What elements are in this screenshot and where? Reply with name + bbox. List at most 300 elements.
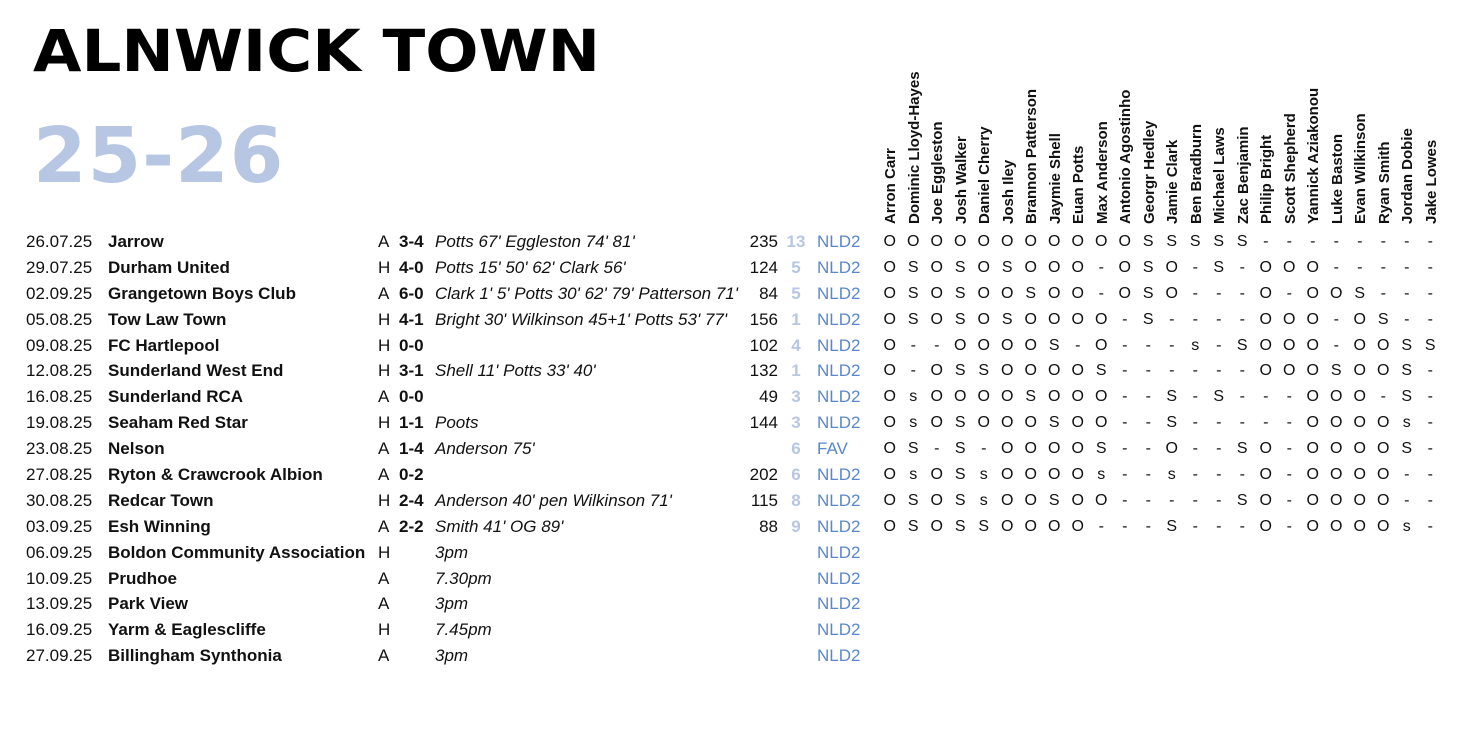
scorers: 7.30pm [435,568,492,588]
appearance-mark: - [1427,466,1433,484]
appearance-mark: - [1192,414,1198,432]
appearance-mark: - [1404,491,1410,509]
appearance-mark: S [1401,388,1413,406]
appearance-mark: - [1239,258,1245,276]
appearance-mark: O [1024,310,1037,328]
appearance-mark: O [930,466,943,484]
appearance-mark: O [1095,233,1108,250]
appearance-mark: O [1259,258,1272,276]
appearance-mark: S [907,491,919,509]
appearance-mark: O [1377,491,1390,509]
appearance-mark: S [1025,284,1037,302]
appearance-mark: - [1145,491,1151,509]
opponent-name: Sunderland West End [108,361,284,381]
competition: NLD2 [817,594,861,614]
appearance-mark: O [1024,491,1037,509]
appearance-mark: - [1122,310,1128,328]
player-column-header [1090,24,1114,224]
appearance-mark: S [1213,233,1225,250]
appearance-mark: - [1145,517,1151,535]
attendance: 84 [759,283,778,303]
appearance-mark: O [1353,440,1366,458]
player-name: Evan Wilkinson [1352,113,1369,224]
appearance-mark: O [1024,258,1037,276]
appearance-mark: S [954,466,966,484]
appearance-mark: O [977,310,990,328]
appearance-mark: O [1024,362,1037,380]
appearance-mark: - [1216,517,1222,535]
appearance-mark: - [1404,258,1410,276]
competition: NLD2 [817,387,861,407]
appearance-mark: - [934,440,940,458]
appearance-mark: S [1166,233,1178,250]
appearance-mark: s [1402,414,1411,432]
competition: NLD2 [817,620,861,640]
appearance-mark: s [979,491,988,509]
competition: NLD2 [817,309,861,329]
appearance-mark: S [954,440,966,458]
appearance-mark: O [1306,310,1319,328]
appearance-mark: - [1239,414,1245,432]
competition: NLD2 [817,283,861,303]
appearance-mark: O [1377,336,1390,354]
appearance-mark: S [1048,414,1060,432]
competition: NLD2 [817,232,861,251]
appearance-mark: - [1098,258,1104,276]
player-name: Scott Shepherd [1281,113,1299,224]
appearance-mark: - [1192,388,1198,406]
venue: H [378,413,391,433]
player-name: Joe Eggleston [929,121,946,224]
appearance-mark: - [1310,233,1316,250]
appearance-mark: - [1122,414,1128,432]
appearance-mark: - [1427,284,1433,302]
appearance-mark: - [1263,414,1269,432]
appearance-mark: - [1357,258,1363,276]
appearance-mark: - [1216,310,1222,328]
appearance-mark: s [909,466,918,484]
venue: A [378,439,390,459]
opponent-name: Boldon Community Association [108,542,366,562]
score: 1-4 [399,439,424,459]
attendance: 124 [749,257,778,277]
appearance-mark: O [1306,414,1319,432]
appearance-mark: O [1048,440,1061,458]
appearance-mark: S [907,284,919,302]
appearance-mark: O [1306,388,1319,406]
appearance-mark: O [1048,258,1061,276]
appearance-mark: S [954,284,966,302]
appearance-mark: - [1286,233,1292,250]
appearance-mark: - [1427,362,1433,380]
venue: A [378,232,390,251]
fixture-row [26,566,1456,592]
appearance-mark: - [910,362,916,380]
league-position: 3 [791,387,801,407]
appearance-mark: - [1216,362,1222,380]
appearance-mark: O [1048,517,1061,535]
appearance-mark: S [1236,440,1248,458]
player-column-header [1137,24,1161,224]
competition: NLD2 [817,490,861,510]
appearance-mark: O [1353,336,1366,354]
appearance-mark: O [1330,414,1343,432]
appearance-mark: O [1353,414,1366,432]
appearance-mark: O [1001,466,1014,484]
appearance-mark: - [1263,388,1269,406]
fixture-date: 10.09.25 [26,568,93,588]
score: 2-2 [399,516,424,536]
appearance-mark: O [1024,336,1037,354]
fixture-row [26,591,1456,617]
appearance-mark: O [1001,388,1014,406]
appearance-mark: - [1357,233,1363,250]
player-column-header [949,24,973,224]
player-name: Luke Baston [1328,133,1346,224]
appearance-mark: O [1001,336,1014,354]
appearance-mark: S [1142,233,1154,250]
appearance-mark: O [954,233,967,250]
fixture-row [26,358,1456,384]
fixture-date: 03.09.25 [26,516,93,536]
appearance-mark: s [1167,466,1176,484]
competition: FAV [817,439,848,459]
appearance-mark: O [1306,284,1319,302]
score: 6-0 [399,283,424,303]
fixture-date: 30.08.25 [26,490,93,510]
appearance-mark: O [1259,491,1272,509]
appearance-mark: - [1404,310,1410,328]
appearance-mark: S [1095,362,1107,380]
fixture-date: 06.09.25 [26,542,93,562]
player-column-header [1207,24,1231,224]
player-name: Ryan Smith [1375,141,1393,224]
appearance-mark: - [1263,233,1269,250]
appearance-mark: O [1001,414,1014,432]
appearance-mark: - [1169,336,1175,354]
appearance-mark: O [930,414,943,432]
appearance-mark: O [1001,284,1014,302]
appearance-mark: O [1071,491,1084,509]
venue: H [378,490,391,510]
score: 0-0 [399,387,424,407]
appearance-mark: O [1024,466,1037,484]
appearance-mark: O [1071,258,1084,276]
appearance-mark: O [1259,336,1272,354]
fixture-row [26,462,1456,488]
appearance-mark: O [1377,466,1390,484]
player-column-header [1348,24,1372,224]
appearance-mark: S [1401,440,1413,458]
appearance-mark: O [930,517,943,535]
opponent-name: Ryton & Crawcrook Albion [108,465,323,485]
appearance-mark: - [910,336,916,354]
appearance-mark: - [1404,466,1410,484]
appearance-mark: S [954,414,966,432]
appearance-mark: O [1259,466,1272,484]
appearance-mark: S [1401,336,1413,354]
player-column-header [1113,24,1137,224]
venue: H [378,335,391,355]
score: 1-1 [399,413,424,433]
appearance-mark: - [1404,284,1410,302]
appearance-mark: O [1165,440,1178,458]
venue: A [378,568,390,588]
fixture-row [26,384,1456,410]
attendance: 202 [749,465,778,485]
appearance-mark: s [1097,466,1106,484]
appearance-mark: O [883,362,896,380]
appearance-mark: O [1283,258,1296,276]
appearance-mark: O [1048,362,1061,380]
team-title: ALNWICK TOWN [33,17,601,85]
league-position: 6 [791,439,801,459]
league-position: 4 [791,335,801,355]
appearance-mark: S [1189,233,1201,250]
appearance-mark: O [1283,336,1296,354]
appearance-mark: S [1095,440,1107,458]
appearance-mark: S [1354,284,1366,302]
appearance-mark: - [1192,440,1198,458]
league-position: 1 [791,309,801,329]
appearance-mark: - [1192,466,1198,484]
appearance-mark: S [1048,336,1060,354]
appearance-mark: S [954,362,966,380]
appearance-mark: O [1377,362,1390,380]
appearance-mark: O [1071,466,1084,484]
scorers: Clark 1' 5' Potts 30' 62' 79' Patterson 71' [435,283,738,303]
venue: H [378,257,391,277]
appearance-mark: O [1330,517,1343,535]
appearance-mark: O [930,491,943,509]
appearance-mark: - [1145,362,1151,380]
appearance-mark: - [1216,414,1222,432]
fixture-date: 19.08.25 [26,413,93,433]
appearance-mark: - [1122,336,1128,354]
competition: NLD2 [817,465,861,485]
appearance-mark: O [930,258,943,276]
appearance-mark: S [1377,310,1389,328]
appearance-mark: O [1283,362,1296,380]
appearance-mark: O [1095,388,1108,406]
competition: NLD2 [817,568,861,588]
player-column-header [1278,24,1302,224]
opponent-name: Park View [108,594,189,614]
league-position: 13 [786,232,806,251]
appearance-mark: O [883,517,896,535]
appearance-mark: O [1330,388,1343,406]
venue: H [378,309,391,329]
appearance-mark: - [1098,284,1104,302]
appearance-mark: - [934,336,940,354]
player-column-header [1325,24,1349,224]
player-name: Ben Bradburn [1187,123,1205,224]
league-position: 8 [791,490,801,510]
player-column-header [1231,24,1255,224]
appearance-mark: O [1024,440,1037,458]
fixture-row [26,410,1456,436]
appearance-mark: S [1213,258,1225,276]
league-position: 5 [791,257,801,277]
appearance-mark: S [1424,336,1436,354]
player-column-header [1019,24,1043,224]
scorers: Shell 11' Potts 33' 40' [435,361,596,381]
scorers: 7.45pm [435,620,492,640]
appearance-mark: O [1001,517,1014,535]
appearance-mark: O [930,284,943,302]
scorers: Anderson 40' pen Wilkinson 71' [435,490,672,510]
appearance-mark: O [1071,414,1084,432]
appearance-mark: - [1239,362,1245,380]
appearance-mark: S [1025,388,1037,406]
appearance-mark: - [1239,388,1245,406]
score: 2-4 [399,490,424,510]
appearance-mark: O [977,388,990,406]
appearance-mark: s [1402,517,1411,535]
attendance: 115 [750,490,778,510]
fixture-row [26,488,1456,514]
player-name: Daniel Cherry [976,126,993,224]
league-position: 6 [791,465,801,485]
appearance-mark: O [1306,258,1319,276]
appearance-mark: O [1048,233,1061,250]
appearance-mark: O [1095,414,1108,432]
appearance-mark: S [1142,310,1154,328]
appearance-mark: - [1192,258,1198,276]
appearance-mark: - [1286,517,1292,535]
appearance-mark: O [1330,466,1343,484]
player-header [878,0,1458,230]
player-column-header [1419,24,1443,224]
appearance-mark: - [1216,440,1222,458]
fixture-row [26,436,1456,462]
fixture-row [26,281,1456,307]
opponent-name: Jarrow [108,232,164,251]
appearance-mark: O [977,258,990,276]
appearance-mark: O [1377,517,1390,535]
venue: A [378,646,390,666]
fixture-date: 16.08.25 [26,387,93,407]
appearance-mark: - [1427,233,1433,250]
appearance-mark: S [978,362,990,380]
appearance-mark: S [978,517,990,535]
player-column-header [1254,24,1278,224]
scorers: 3pm [435,542,469,562]
score: 0-0 [399,335,424,355]
player-name: Jaymie Shell [1046,133,1064,224]
appearance-mark: O [1071,284,1084,302]
fixture-date: 27.09.25 [26,646,93,666]
competition: NLD2 [817,257,861,277]
appearance-mark: O [1353,517,1366,535]
appearance-mark: s [909,388,918,406]
appearance-mark: O [883,233,896,250]
opponent-name: Seaham Red Star [108,413,248,433]
player-column-header [1043,24,1067,224]
league-position: 1 [791,361,801,381]
appearance-mark: - [1286,491,1292,509]
appearance-mark: - [1145,414,1151,432]
score: 0-2 [399,465,424,485]
competition: NLD2 [817,413,861,433]
competition: NLD2 [817,516,861,536]
appearance-mark: - [1122,491,1128,509]
player-name: Arron Carr [882,148,899,224]
appearance-mark: S [1166,517,1178,535]
scorers: 3pm [435,646,469,666]
opponent-name: Esh Winning [108,516,211,536]
appearance-mark: S [1236,233,1248,250]
competition: NLD2 [817,335,861,355]
appearance-mark: O [883,491,896,509]
appearance-mark: - [1216,491,1222,509]
scorers: Potts 67' Eggleston 74' 81' [435,232,635,251]
scorers: Potts 15' 50' 62' Clark 56' [435,257,626,277]
appearance-mark: - [1075,336,1081,354]
league-position: 3 [791,413,801,433]
fixture-date: 27.08.25 [26,465,93,485]
venue: H [378,361,391,381]
appearance-mark: O [1259,284,1272,302]
appearance-mark: - [1122,466,1128,484]
score: 3-4 [399,232,424,251]
appearance-mark: - [1286,388,1292,406]
appearance-mark: O [1001,233,1014,250]
attendance: 49 [759,387,778,407]
appearance-mark: O [1306,440,1319,458]
player-name: Josh Walker [952,136,970,224]
player-column-header [925,24,949,224]
appearance-mark: - [1145,336,1151,354]
appearance-mark: S [1330,362,1342,380]
appearance-mark: - [1098,517,1104,535]
appearance-mark: O [1118,233,1131,250]
appearance-mark: O [1165,284,1178,302]
appearance-mark: O [1071,517,1084,535]
appearance-mark: - [981,440,987,458]
appearance-mark: O [1377,414,1390,432]
appearance-mark: O [1071,440,1084,458]
appearance-mark: O [907,233,920,250]
appearance-mark: O [1071,233,1084,250]
attendance: 88 [759,516,778,536]
appearance-mark: O [977,233,990,250]
appearance-mark: O [1071,310,1084,328]
appearance-mark: S [1166,388,1178,406]
opponent-name: Grangetown Boys Club [108,283,296,303]
opponent-name: Yarm & Eaglescliffe [108,620,266,640]
score: 4-1 [399,309,424,329]
appearance-mark: - [1216,336,1222,354]
appearance-mark: - [1427,440,1433,458]
appearance-mark: S [954,258,966,276]
appearance-mark: O [1095,336,1108,354]
player-name: Antonio Agostinho [1117,89,1134,224]
appearance-mark: O [1024,233,1037,250]
appearance-mark: O [930,388,943,406]
appearance-mark: O [1001,491,1014,509]
player-name: Yannick Aziakonou [1305,87,1322,224]
player-name: Jordan Dobie [1399,128,1416,224]
appearance-mark: - [1169,491,1175,509]
appearance-mark: - [1286,440,1292,458]
appearance-mark: S [1213,388,1225,406]
appearance-mark: - [1145,388,1151,406]
appearance-mark: O [1118,284,1131,302]
attendance: 132 [749,361,778,381]
player-name: Philip Bright [1258,134,1275,224]
player-column-header [878,24,902,224]
